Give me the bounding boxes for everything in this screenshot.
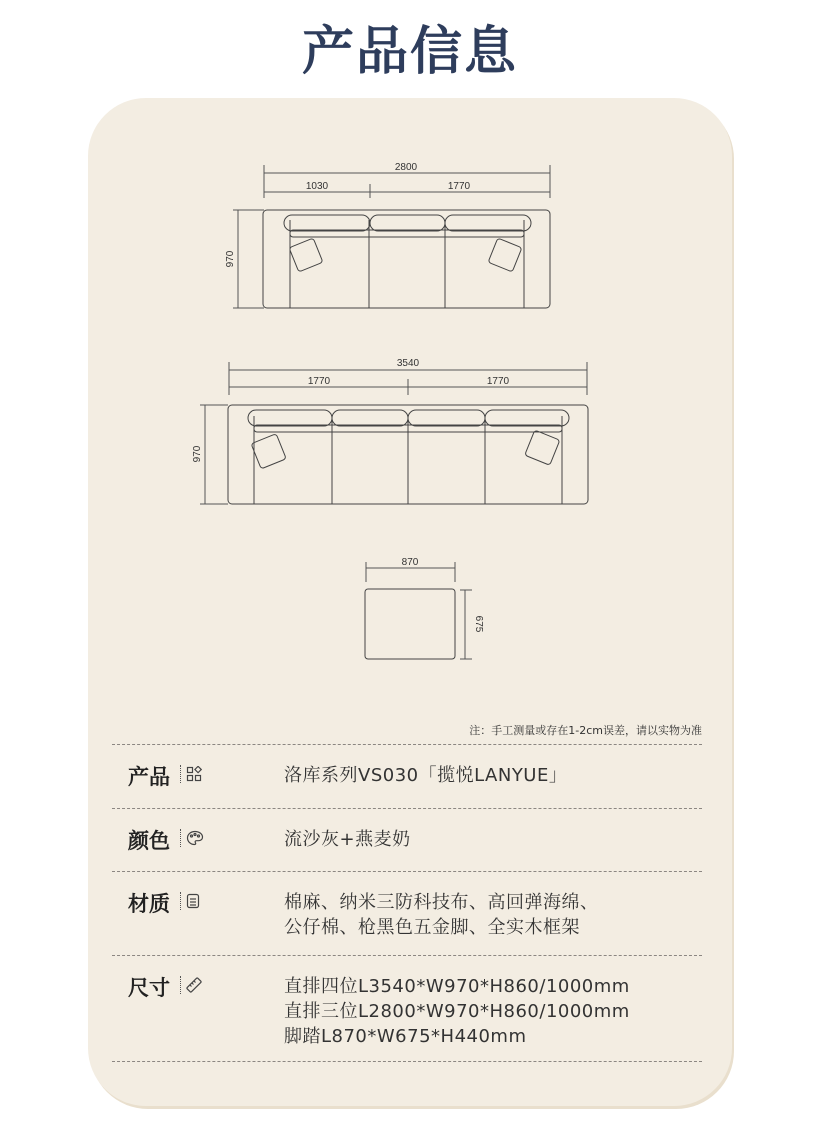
material-value xyxy=(284,890,599,940)
three-seat-total-width: 2800 xyxy=(394,162,418,173)
page-title: 产品信息 xyxy=(301,22,518,82)
bottom-divider xyxy=(112,1061,702,1062)
four-seat-depth: 970 xyxy=(192,445,203,463)
info-card xyxy=(88,98,732,1106)
product-row xyxy=(112,744,702,809)
grid-icon xyxy=(180,763,210,785)
product-value: 洛库系列VS030「揽悦LANYUE」 xyxy=(284,765,568,786)
material-line: 棉麻、纳米三防科技布、高回弹海绵、 xyxy=(284,892,599,913)
four-seat-total-width: 3540 xyxy=(396,358,420,369)
ottoman xyxy=(365,589,455,659)
ottoman-depth: 675 xyxy=(473,615,484,633)
material-row xyxy=(112,871,702,956)
size-value xyxy=(284,974,630,1049)
size-line: 直排三位L2800*W970*H860/1000mm xyxy=(284,1001,630,1022)
ottoman-width: 870 xyxy=(401,557,419,568)
color-row xyxy=(112,808,702,872)
material-label: 材质 xyxy=(128,892,170,916)
palette-icon xyxy=(180,827,210,849)
three-seat-left-width: 1030 xyxy=(305,181,329,192)
four-seat-right-width: 1770 xyxy=(486,376,510,387)
fabric-icon xyxy=(180,890,210,912)
size-line: 直排四位L3540*W970*H860/1000mm xyxy=(284,976,630,997)
color-label: 颜色 xyxy=(128,829,170,853)
three-seat-right-width: 1770 xyxy=(447,181,471,192)
three-seat-depth: 970 xyxy=(225,250,236,268)
three-seat-sofa xyxy=(263,210,550,308)
sofa-dimension-drawings xyxy=(88,98,732,718)
product-label: 产品 xyxy=(128,765,170,789)
four-seat-sofa xyxy=(228,405,588,504)
size-row xyxy=(112,955,702,1062)
measurement-note: 注：手工测量或存在1-2cm误差，请以实物为准 xyxy=(469,724,702,737)
color-value: 流沙灰+燕麦奶 xyxy=(284,829,411,850)
size-line: 脚踏L870*W675*H440mm xyxy=(284,1026,527,1047)
size-label: 尺寸 xyxy=(128,976,170,1000)
material-line: 公仔棉、枪黑色五金脚、全实木框架 xyxy=(284,917,580,938)
four-seat-left-width: 1770 xyxy=(307,376,331,387)
ruler-icon xyxy=(180,974,210,996)
